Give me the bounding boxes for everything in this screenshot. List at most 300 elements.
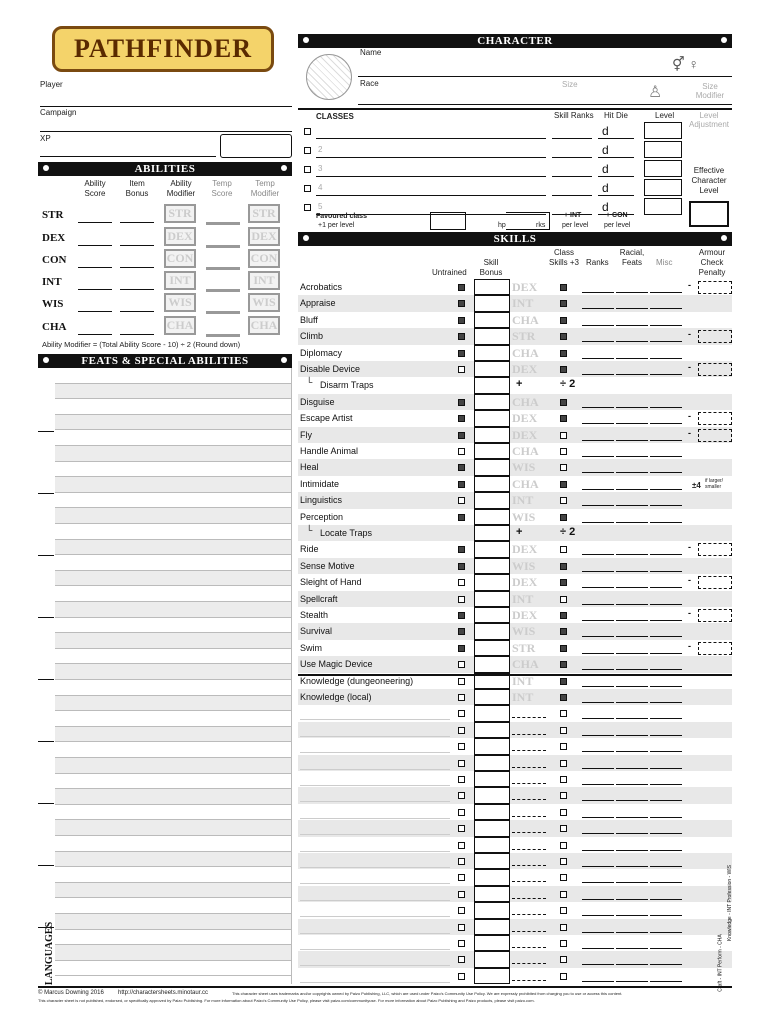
skill-bonus-box[interactable]	[474, 509, 510, 525]
skill-row[interactable]	[298, 656, 732, 672]
misc-field[interactable]	[650, 948, 682, 949]
racial-feats-field[interactable]	[616, 784, 648, 785]
ranks-field[interactable]	[582, 718, 614, 719]
feat-row[interactable]	[55, 774, 291, 790]
skill-bonus-box[interactable]	[474, 755, 510, 771]
untrained-checkbox[interactable]	[458, 645, 465, 652]
skill-row[interactable]	[298, 722, 732, 738]
feat-row[interactable]	[55, 680, 291, 696]
temp-modifier-box[interactable]: CON	[248, 249, 280, 268]
ranks-field[interactable]	[582, 866, 614, 867]
feat-row[interactable]	[55, 961, 291, 977]
misc-field[interactable]	[650, 407, 682, 408]
ranks-field[interactable]	[582, 358, 614, 359]
skill-row[interactable]	[298, 525, 732, 541]
temp-score-field[interactable]	[206, 267, 240, 270]
ability-score-field[interactable]	[78, 289, 112, 290]
feat-row[interactable]	[55, 446, 291, 462]
racial-feats-field[interactable]	[616, 899, 648, 900]
ability-field[interactable]	[512, 898, 546, 899]
racial-feats-field[interactable]	[616, 522, 648, 523]
untrained-checkbox[interactable]	[458, 891, 465, 898]
feat-row[interactable]	[55, 384, 291, 400]
skill-row[interactable]	[298, 377, 732, 393]
misc-field[interactable]	[650, 620, 682, 621]
skill-bonus-box[interactable]	[474, 459, 510, 475]
misc-field[interactable]	[650, 850, 682, 851]
feat-row[interactable]	[55, 758, 291, 774]
ability-field[interactable]	[512, 767, 546, 768]
class-skill-checkbox[interactable]	[560, 596, 567, 603]
skill-bonus-box[interactable]	[474, 623, 510, 639]
custom-skill-field[interactable]	[300, 883, 450, 884]
skill-row[interactable]	[298, 509, 732, 525]
racial-feats-field[interactable]	[616, 702, 648, 703]
custom-skill-field[interactable]	[300, 916, 450, 917]
ability-modifier-box[interactable]: CON	[164, 249, 196, 268]
class-skill-checkbox[interactable]	[560, 743, 567, 750]
skill-bonus-box[interactable]	[474, 295, 510, 311]
skill-bonus-box[interactable]	[474, 476, 510, 492]
skill-bonus-box[interactable]	[474, 607, 510, 623]
misc-field[interactable]	[650, 784, 682, 785]
temp-modifier-box[interactable]: DEX	[248, 227, 280, 246]
misc-field[interactable]	[650, 899, 682, 900]
ranks-field[interactable]	[582, 850, 614, 851]
untrained-checkbox[interactable]	[458, 579, 465, 586]
class-row[interactable]: 5 d	[298, 198, 732, 216]
ranks-field[interactable]	[582, 751, 614, 752]
feat-row[interactable]	[55, 586, 291, 602]
armour-check-box[interactable]	[698, 543, 732, 556]
untrained-checkbox[interactable]	[458, 481, 465, 488]
misc-field[interactable]	[650, 735, 682, 736]
untrained-checkbox[interactable]	[458, 284, 465, 291]
feat-row[interactable]	[55, 930, 291, 946]
ability-field[interactable]	[512, 750, 546, 751]
temp-modifier-box[interactable]: CHA	[248, 316, 280, 335]
class-skill-checkbox[interactable]	[560, 464, 567, 471]
item-bonus-field[interactable]	[120, 289, 154, 290]
item-bonus-field[interactable]	[120, 334, 154, 335]
racial-feats-field[interactable]	[616, 587, 648, 588]
ability-modifier-box[interactable]: INT	[164, 271, 196, 290]
feat-row[interactable]	[55, 368, 291, 384]
class-skill-checkbox[interactable]	[560, 300, 567, 307]
misc-field[interactable]	[650, 866, 682, 867]
racial-feats-field[interactable]	[616, 915, 648, 916]
temp-score-field[interactable]	[206, 311, 240, 314]
class-skill-checkbox[interactable]	[560, 874, 567, 881]
skill-row[interactable]	[298, 787, 732, 803]
item-bonus-field[interactable]	[120, 222, 154, 223]
temp-modifier-box[interactable]: INT	[248, 271, 280, 290]
class-skill-checkbox[interactable]	[560, 645, 567, 652]
class-skill-checkbox[interactable]	[560, 415, 567, 422]
class-skill-checkbox[interactable]	[560, 858, 567, 865]
racial-feats-field[interactable]	[616, 292, 648, 293]
racial-feats-field[interactable]	[616, 636, 648, 637]
ability-field[interactable]	[512, 914, 546, 915]
feat-row[interactable]	[55, 493, 291, 509]
custom-skill-field[interactable]	[300, 801, 450, 802]
armour-check-box[interactable]	[698, 363, 732, 376]
racial-feats-field[interactable]	[616, 308, 648, 309]
feat-row[interactable]	[55, 571, 291, 587]
skill-bonus-box[interactable]	[474, 869, 510, 885]
class-row[interactable]: 4 d	[298, 179, 732, 197]
untrained-checkbox[interactable]	[458, 727, 465, 734]
campaign-field[interactable]	[40, 131, 292, 132]
untrained-checkbox[interactable]	[458, 464, 465, 471]
skill-bonus-box[interactable]	[474, 951, 510, 967]
racial-feats-field[interactable]	[616, 833, 648, 834]
custom-skill-field[interactable]	[300, 965, 450, 966]
racial-feats-field[interactable]	[616, 472, 648, 473]
feat-row[interactable]	[55, 555, 291, 571]
misc-field[interactable]	[650, 456, 682, 457]
racial-feats-field[interactable]	[616, 768, 648, 769]
skill-bonus-box[interactable]	[474, 558, 510, 574]
ranks-field[interactable]	[582, 571, 614, 572]
misc-field[interactable]	[650, 341, 682, 342]
misc-field[interactable]	[650, 768, 682, 769]
misc-field[interactable]	[650, 308, 682, 309]
untrained-checkbox[interactable]	[458, 760, 465, 767]
level-box[interactable]	[644, 160, 682, 177]
custom-skill-field[interactable]	[300, 834, 450, 835]
misc-field[interactable]	[650, 325, 682, 326]
ranks-field[interactable]	[582, 702, 614, 703]
feat-row[interactable]	[55, 415, 291, 431]
class-skill-checkbox[interactable]	[560, 317, 567, 324]
skill-row[interactable]	[298, 492, 732, 508]
class-skill-checkbox[interactable]	[560, 760, 567, 767]
skill-bonus-box[interactable]	[474, 394, 510, 410]
skill-row[interactable]	[298, 295, 732, 311]
skill-bonus-box[interactable]	[474, 410, 510, 426]
untrained-checkbox[interactable]	[458, 694, 465, 701]
racial-feats-field[interactable]	[616, 341, 648, 342]
feat-row[interactable]	[55, 430, 291, 446]
armour-check-box[interactable]	[698, 429, 732, 442]
temp-score-field[interactable]	[206, 222, 240, 225]
ability-score-field[interactable]	[78, 311, 112, 312]
misc-field[interactable]	[650, 489, 682, 490]
feat-row[interactable]	[55, 820, 291, 836]
skill-row[interactable]	[298, 771, 732, 787]
untrained-checkbox[interactable]	[458, 858, 465, 865]
misc-field[interactable]	[650, 981, 682, 982]
ability-field[interactable]	[512, 963, 546, 964]
racial-feats-field[interactable]	[616, 653, 648, 654]
class-skill-checkbox[interactable]	[560, 678, 567, 685]
misc-field[interactable]	[650, 374, 682, 375]
ranks-field[interactable]	[582, 964, 614, 965]
skill-row[interactable]	[298, 968, 732, 984]
custom-skill-field[interactable]	[300, 851, 450, 852]
racial-feats-field[interactable]	[616, 505, 648, 506]
feat-row[interactable]	[55, 742, 291, 758]
class-skill-checkbox[interactable]	[560, 661, 567, 668]
feat-row[interactable]	[55, 633, 291, 649]
armour-check-box[interactable]	[698, 576, 732, 589]
feat-row[interactable]	[55, 711, 291, 727]
ability-score-field[interactable]	[78, 245, 112, 246]
skill-bonus-box[interactable]	[474, 919, 510, 935]
item-bonus-field[interactable]	[120, 267, 154, 268]
feat-row[interactable]	[55, 867, 291, 883]
custom-skill-field[interactable]	[300, 736, 450, 737]
skill-bonus-box[interactable]	[474, 574, 510, 590]
untrained-checkbox[interactable]	[458, 956, 465, 963]
ranks-field[interactable]	[582, 817, 614, 818]
skill-row[interactable]	[298, 935, 732, 951]
xp-next-box[interactable]	[220, 134, 292, 158]
class-skill-checkbox[interactable]	[560, 432, 567, 439]
class-checkbox[interactable]	[304, 147, 311, 154]
ability-score-field[interactable]	[78, 222, 112, 223]
untrained-checkbox[interactable]	[458, 710, 465, 717]
misc-field[interactable]	[650, 669, 682, 670]
untrained-checkbox[interactable]	[458, 792, 465, 799]
feat-row[interactable]	[55, 602, 291, 618]
racial-feats-field[interactable]	[616, 882, 648, 883]
custom-skill-field[interactable]	[300, 752, 450, 753]
ability-field[interactable]	[512, 832, 546, 833]
racial-feats-field[interactable]	[616, 489, 648, 490]
untrained-checkbox[interactable]	[458, 366, 465, 373]
untrained-checkbox[interactable]	[458, 432, 465, 439]
armour-check-box[interactable]	[698, 281, 732, 294]
racial-feats-field[interactable]	[616, 456, 648, 457]
untrained-checkbox[interactable]	[458, 497, 465, 504]
skill-bonus-box[interactable]	[474, 722, 510, 738]
skill-bonus-box[interactable]	[474, 328, 510, 344]
ranks-field[interactable]	[582, 292, 614, 293]
misc-field[interactable]	[650, 423, 682, 424]
feat-row[interactable]	[55, 649, 291, 665]
ability-modifier-box[interactable]: STR	[164, 204, 196, 223]
feat-row[interactable]	[55, 399, 291, 415]
ranks-field[interactable]	[582, 686, 614, 687]
skill-bonus-box[interactable]	[474, 968, 510, 984]
class-skill-checkbox[interactable]	[560, 842, 567, 849]
feat-row[interactable]	[55, 805, 291, 821]
ability-field[interactable]	[512, 980, 546, 981]
feat-row[interactable]	[55, 852, 291, 868]
ranks-field[interactable]	[582, 554, 614, 555]
ranks-field[interactable]	[582, 325, 614, 326]
racial-feats-field[interactable]	[616, 440, 648, 441]
class-skill-checkbox[interactable]	[560, 350, 567, 357]
custom-skill-field[interactable]	[300, 769, 450, 770]
skill-row[interactable]	[298, 853, 732, 869]
class-row[interactable]	[298, 122, 732, 140]
untrained-checkbox[interactable]	[458, 907, 465, 914]
misc-field[interactable]	[650, 882, 682, 883]
ranks-field[interactable]	[582, 653, 614, 654]
custom-skill-field[interactable]	[300, 949, 450, 950]
ranks-field[interactable]	[582, 407, 614, 408]
misc-field[interactable]	[650, 358, 682, 359]
misc-field[interactable]	[650, 440, 682, 441]
name-field[interactable]	[358, 76, 732, 77]
untrained-checkbox[interactable]	[458, 842, 465, 849]
class-skill-checkbox[interactable]	[560, 366, 567, 373]
untrained-checkbox[interactable]	[458, 350, 465, 357]
skill-bonus-box[interactable]	[474, 377, 510, 393]
misc-field[interactable]	[650, 636, 682, 637]
skill-row[interactable]	[298, 328, 732, 344]
class-skill-checkbox[interactable]	[560, 284, 567, 291]
ability-modifier-box[interactable]: WIS	[164, 293, 196, 312]
class-skill-checkbox[interactable]	[560, 940, 567, 947]
skill-row[interactable]	[298, 804, 732, 820]
class-row[interactable]: 2 d	[298, 141, 732, 159]
skill-bonus-box[interactable]	[474, 837, 510, 853]
feat-row[interactable]	[55, 789, 291, 805]
feat-row[interactable]	[55, 914, 291, 930]
racial-feats-field[interactable]	[616, 686, 648, 687]
custom-skill-field[interactable]	[300, 933, 450, 934]
skill-row[interactable]	[298, 476, 732, 492]
misc-field[interactable]	[650, 653, 682, 654]
class-skill-checkbox[interactable]	[560, 694, 567, 701]
skill-row[interactable]	[298, 607, 732, 623]
ranks-field[interactable]	[582, 800, 614, 801]
untrained-checkbox[interactable]	[458, 825, 465, 832]
class-checkbox[interactable]	[304, 166, 311, 173]
misc-field[interactable]	[650, 833, 682, 834]
ranks-field[interactable]	[582, 472, 614, 473]
player-field[interactable]	[40, 106, 292, 107]
skill-bonus-box[interactable]	[474, 902, 510, 918]
feat-row[interactable]	[55, 945, 291, 961]
ranks-field[interactable]	[582, 522, 614, 523]
level-box[interactable]	[644, 198, 682, 215]
skill-bonus-box[interactable]	[474, 771, 510, 787]
skill-row[interactable]	[298, 541, 732, 557]
class-skill-checkbox[interactable]	[560, 612, 567, 619]
skill-row[interactable]	[298, 279, 732, 295]
feat-row[interactable]	[55, 462, 291, 478]
skill-bonus-box[interactable]	[474, 279, 510, 295]
class-skill-checkbox[interactable]	[560, 973, 567, 980]
skill-bonus-box[interactable]	[474, 525, 510, 541]
ability-field[interactable]	[512, 799, 546, 800]
untrained-checkbox[interactable]	[458, 563, 465, 570]
ability-modifier-box[interactable]: CHA	[164, 316, 196, 335]
skill-row[interactable]	[298, 623, 732, 639]
class-skill-checkbox[interactable]	[560, 792, 567, 799]
class-skill-checkbox[interactable]	[560, 546, 567, 553]
racial-feats-field[interactable]	[616, 554, 648, 555]
untrained-checkbox[interactable]	[458, 317, 465, 324]
ranks-field[interactable]	[582, 899, 614, 900]
ability-field[interactable]	[512, 734, 546, 735]
class-skill-checkbox[interactable]	[560, 907, 567, 914]
misc-field[interactable]	[650, 932, 682, 933]
skill-row[interactable]	[298, 410, 732, 426]
skill-row[interactable]	[298, 459, 732, 475]
skill-row[interactable]	[298, 705, 732, 721]
custom-skill-field[interactable]	[300, 867, 450, 868]
ranks-field[interactable]	[582, 456, 614, 457]
skill-row[interactable]	[298, 902, 732, 918]
feat-row[interactable]	[55, 540, 291, 556]
skill-row[interactable]	[298, 919, 732, 935]
skill-bonus-box[interactable]	[474, 541, 510, 557]
ranks-field[interactable]	[582, 948, 614, 949]
skill-row[interactable]	[298, 443, 732, 459]
ability-field[interactable]	[512, 947, 546, 948]
misc-field[interactable]	[650, 702, 682, 703]
temp-modifier-box[interactable]: STR	[248, 204, 280, 223]
racial-feats-field[interactable]	[616, 669, 648, 670]
skill-bonus-box[interactable]	[474, 345, 510, 361]
ability-field[interactable]	[512, 881, 546, 882]
feat-row[interactable]	[55, 696, 291, 712]
ability-field[interactable]	[512, 717, 546, 718]
level-box[interactable]	[644, 141, 682, 158]
skill-bonus-box[interactable]	[474, 853, 510, 869]
class-skill-checkbox[interactable]	[560, 710, 567, 717]
untrained-checkbox[interactable]	[458, 809, 465, 816]
ranks-field[interactable]	[582, 915, 614, 916]
ranks-field[interactable]	[582, 833, 614, 834]
custom-skill-field[interactable]	[300, 719, 450, 720]
skill-bonus-box[interactable]	[474, 591, 510, 607]
ranks-field[interactable]	[582, 932, 614, 933]
class-skill-checkbox[interactable]	[560, 825, 567, 832]
class-skill-checkbox[interactable]	[560, 809, 567, 816]
item-bonus-field[interactable]	[120, 311, 154, 312]
misc-field[interactable]	[650, 472, 682, 473]
level-box[interactable]	[644, 122, 682, 139]
feat-row[interactable]	[55, 727, 291, 743]
class-skill-checkbox[interactable]	[560, 448, 567, 455]
misc-field[interactable]	[650, 964, 682, 965]
class-skill-checkbox[interactable]	[560, 727, 567, 734]
temp-score-field[interactable]	[206, 334, 240, 337]
class-checkbox[interactable]	[304, 185, 311, 192]
level-box[interactable]	[644, 179, 682, 196]
racial-feats-field[interactable]	[616, 407, 648, 408]
class-skill-checkbox[interactable]	[560, 628, 567, 635]
untrained-checkbox[interactable]	[458, 874, 465, 881]
class-skill-checkbox[interactable]	[560, 514, 567, 521]
ability-field[interactable]	[512, 865, 546, 866]
class-skill-checkbox[interactable]	[560, 333, 567, 340]
misc-field[interactable]	[650, 587, 682, 588]
skill-bonus-box[interactable]	[474, 312, 510, 328]
untrained-checkbox[interactable]	[458, 448, 465, 455]
custom-skill-field[interactable]	[300, 785, 450, 786]
racial-feats-field[interactable]	[616, 325, 648, 326]
skill-bonus-box[interactable]	[474, 886, 510, 902]
skill-bonus-box[interactable]	[474, 787, 510, 803]
class-skill-checkbox[interactable]	[560, 497, 567, 504]
feat-row[interactable]	[55, 477, 291, 493]
xp-field[interactable]	[40, 156, 216, 157]
ability-score-field[interactable]	[78, 267, 112, 268]
skill-bonus-box[interactable]	[474, 705, 510, 721]
skill-row[interactable]	[298, 837, 732, 853]
custom-skill-field[interactable]	[300, 818, 450, 819]
misc-field[interactable]	[650, 505, 682, 506]
misc-field[interactable]	[650, 751, 682, 752]
